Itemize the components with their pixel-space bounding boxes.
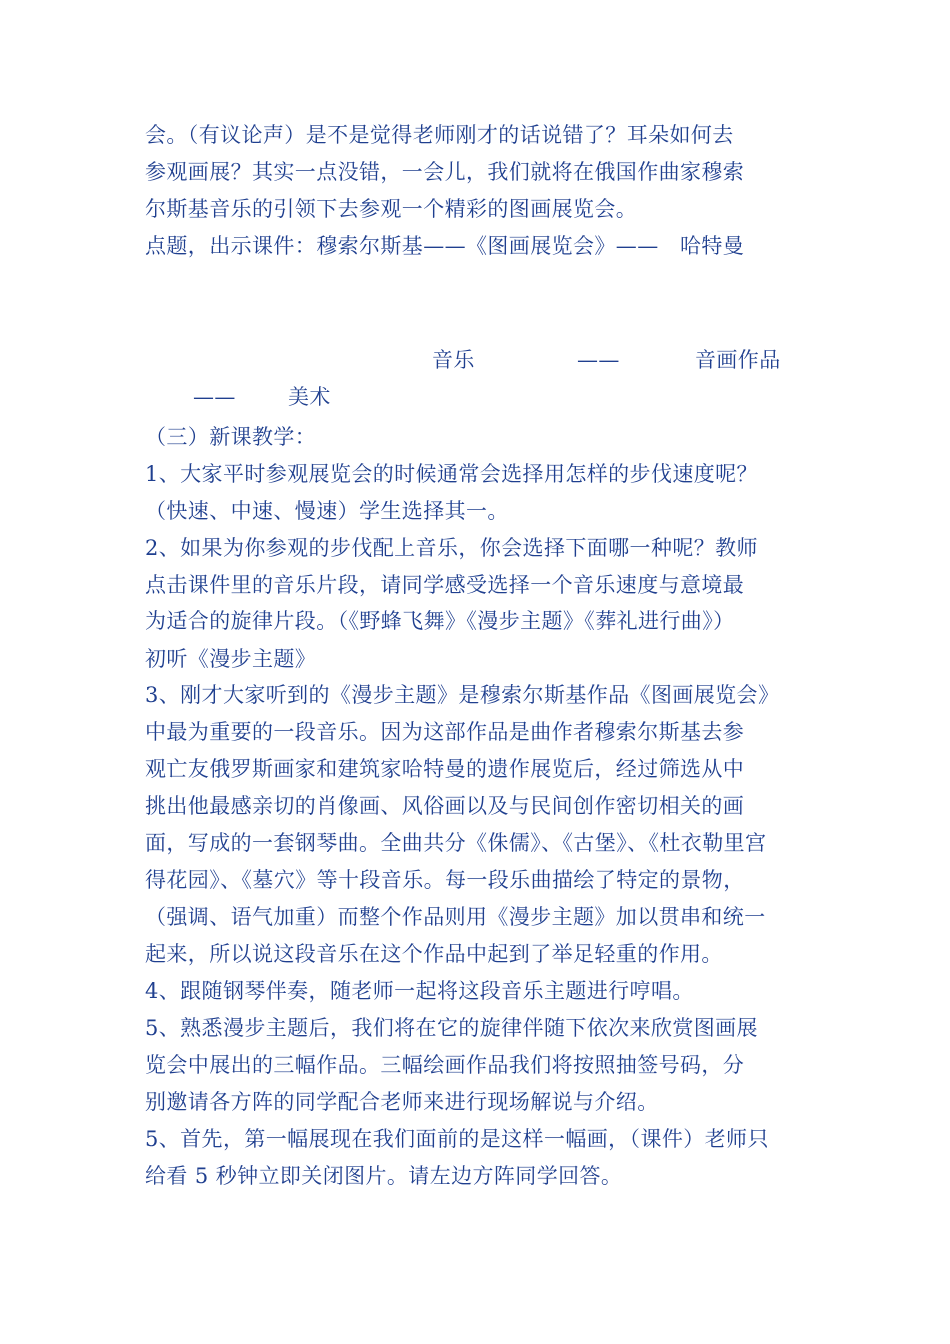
text-line: 4、跟随钢琴伴奏，随老师一起将这段音乐主题进行哼唱。 [145,979,694,1003]
text-fragment-dash: —— [193,385,236,409]
text-fragment-music: 音乐 [432,348,475,372]
text-line: 1、大家平时参观展览会的时候通常会选择用怎样的步伐速度呢？ [145,462,758,486]
text-line: 览会中展出的三幅作品。三幅绘画作品我们将按照抽签号码，分 [145,1053,745,1077]
text-line: 尔斯基音乐的引领下去参观一个精彩的图画展览会。 [145,197,638,221]
text-line: 得花园》、《墓穴》等十段音乐。每一段乐曲描绘了特定的景物， [145,868,745,892]
text-line: 别邀请各方阵的同学配合老师来进行现场解说与介绍。 [145,1090,659,1114]
text-line: 为适合的旋律片段。（《野蜂飞舞》《漫步主题》《葬礼进行曲》） [145,609,735,633]
text-line: 3、刚才大家听到的《漫步主题》是穆索尔斯基作品《图画展览会》 [145,683,780,707]
text-line: 点击课件里的音乐片段，请同学感受选择一个音乐速度与意境最 [145,573,745,597]
text-fragment-art: 美术 [288,385,331,409]
text-line: 5、首先，第一幅展现在我们面前的是这样一幅画，（课件）老师只 [145,1127,769,1151]
section-heading: （三）新课教学： [145,425,317,449]
text-line: 2、如果为你参观的步伐配上音乐，你会选择下面哪一种呢？教师 [145,536,758,560]
text-fragment-artwork: 音画作品 [695,348,781,372]
text-line: 给看 5 秒钟立即关闭图片。请左边方阵同学回答。 [145,1164,623,1188]
text-line: （强调、语气加重）而整个作品则用《漫步主题》加以贯串和统一 [145,905,766,929]
text-line: （快速、中速、慢速）学生选择其一。 [145,499,509,523]
text-line: 中最为重要的一段音乐。因为这部作品是曲作者穆索尔斯基去参 [145,720,745,744]
text-line: 点题，出示课件：穆索尔斯基——《图画展览会》—— 哈特曼 [145,234,745,258]
text-line: 观亡友俄罗斯画家和建筑家哈特曼的遗作展览后，经过筛选从中 [145,757,745,781]
text-line: 面，写成的一套钢琴曲。全曲共分《侏儒》、《古堡》、《杜衣勒里宫 [145,831,767,855]
text-line: 起来，所以说这段音乐在这个作品中起到了举足轻重的作用。 [145,942,723,966]
text-line: 参观画展？其实一点没错，一会儿，我们就将在俄国作曲家穆索 [145,160,745,184]
text-line: 5、熟悉漫步主题后，我们将在它的旋律伴随下依次来欣赏图画展 [145,1016,758,1040]
text-line: 会。（有议论声）是不是觉得老师刚才的话说错了？耳朵如何去 [145,123,734,147]
text-fragment-dash: —— [577,348,620,372]
text-line: 初听《漫步主题》 [145,647,317,671]
text-line: 挑出他最感亲切的肖像画、风俗画以及与民间创作密切相关的画 [145,794,745,818]
